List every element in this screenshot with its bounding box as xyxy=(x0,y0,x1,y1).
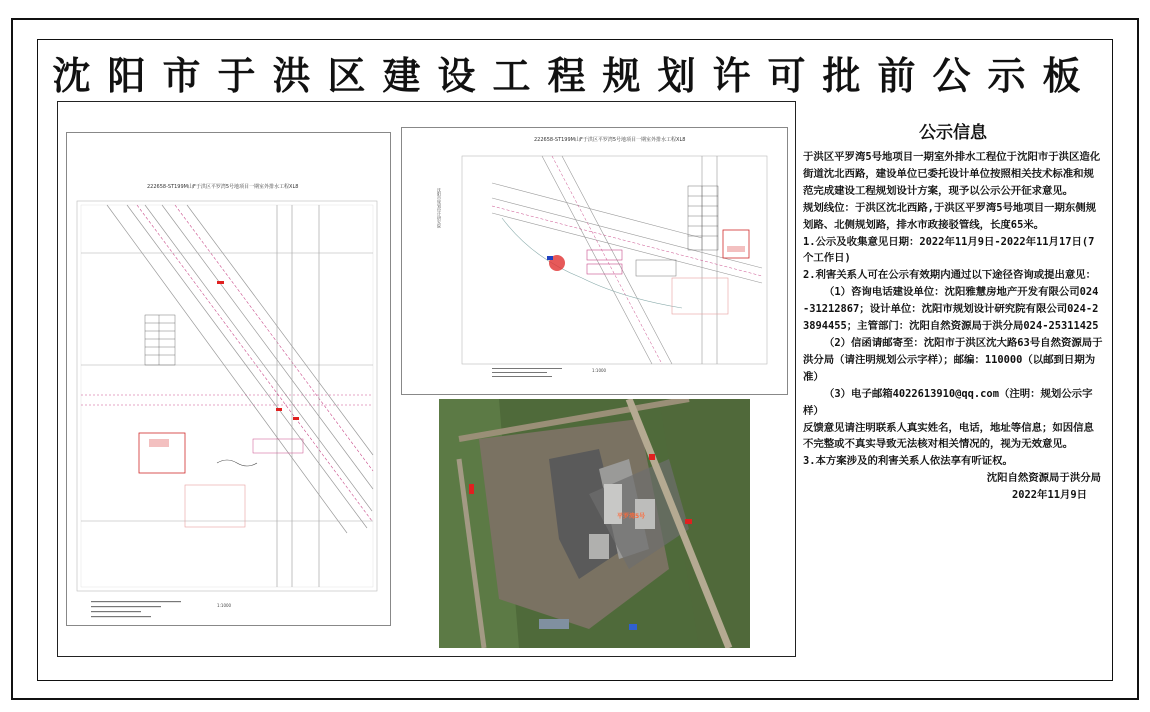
notice-paragraph: 3.本方案涉及的利害关系人依法享有听证权。 xyxy=(803,455,1013,468)
panel-heading: 公示信息 xyxy=(919,123,987,143)
notice-paragraph: （3）电子邮箱4022613910@qq.com（注明：规划公示字样） xyxy=(803,387,1093,417)
aerial-photo-image xyxy=(439,399,750,648)
right-drawing-sheet xyxy=(401,127,788,395)
notice-paragraph: 反馈意见请注明联系人真实姓名，电话，地址等信息；如因信息不完整或不真实导致无法核对相关情况的，视为无效意见。 xyxy=(803,421,1094,451)
left-drawing-scale: 1:1000 xyxy=(217,603,232,608)
right-drawing-sidebar-text: 沈阳市规划设计研究院 xyxy=(437,188,442,228)
signature-date: 2022年11月9日 xyxy=(1012,489,1087,502)
notice-panel xyxy=(803,112,1103,504)
aerial-location-label: 平罗湾5号 xyxy=(617,513,646,520)
notice-paragraph: 规划线位：于洪区沈北西路,于洪区平罗湾5号地项目一期东侧规划路、北侧规划路，排水市政接驳管线，长度65米。 xyxy=(803,201,1097,231)
notice-paragraph: （2）信函请邮寄至：沈阳市于洪区沈大路63号自然资源局于洪分局（请注明规划公示字样）；邮编：110000（以邮到日期为准） xyxy=(803,336,1103,383)
right-drawing-title: 222658-ST199M山F于洪区平罗湾5号地项目一期室外排水工程XL8 xyxy=(534,137,686,143)
drawings-board xyxy=(57,101,796,657)
notice-paragraph: 2.利害关系人可在公示有效期内通过以下途径咨询或提出意见： xyxy=(803,269,1097,282)
board-title: 沈阳市于洪区建设工程规划许可批前公示板 xyxy=(52,53,1098,98)
right-drawing-scale: 1:1000 xyxy=(592,368,607,373)
notice-paragraph: （1）咨询电话建设单位：沈阳雅慧房地产开发有限公司024-31212867；设计单位：沈阳市规划设计研究院有限公司024-23894455；主管部门：沈阳自然资源局于洪分局024-25311425 xyxy=(803,286,1099,333)
notice-paragraph: 1.公示及收集意见日期：2022年11月9日-2022年11月17日(7个工作日) xyxy=(803,235,1095,265)
left-drawing-sheet xyxy=(66,132,391,626)
left-drawing-map xyxy=(67,133,390,625)
signature: 沈阳自然资源局于洪分局 xyxy=(986,472,1101,485)
notice-paragraph: 于洪区平罗湾5号地项目一期室外排水工程位于沈阳市于洪区造化街道沈北西路，建设单位已委托设计单位按照相关技术标准和规范完成建设工程规划设计方案，现予以公示公开征求意见。 xyxy=(803,151,1101,197)
right-drawing-map xyxy=(402,128,787,394)
aerial-photo xyxy=(439,399,750,648)
left-drawing-title: 222658-ST199M山F于洪区平罗湾5号地项目一期室外排水工程XL8 xyxy=(147,184,299,190)
